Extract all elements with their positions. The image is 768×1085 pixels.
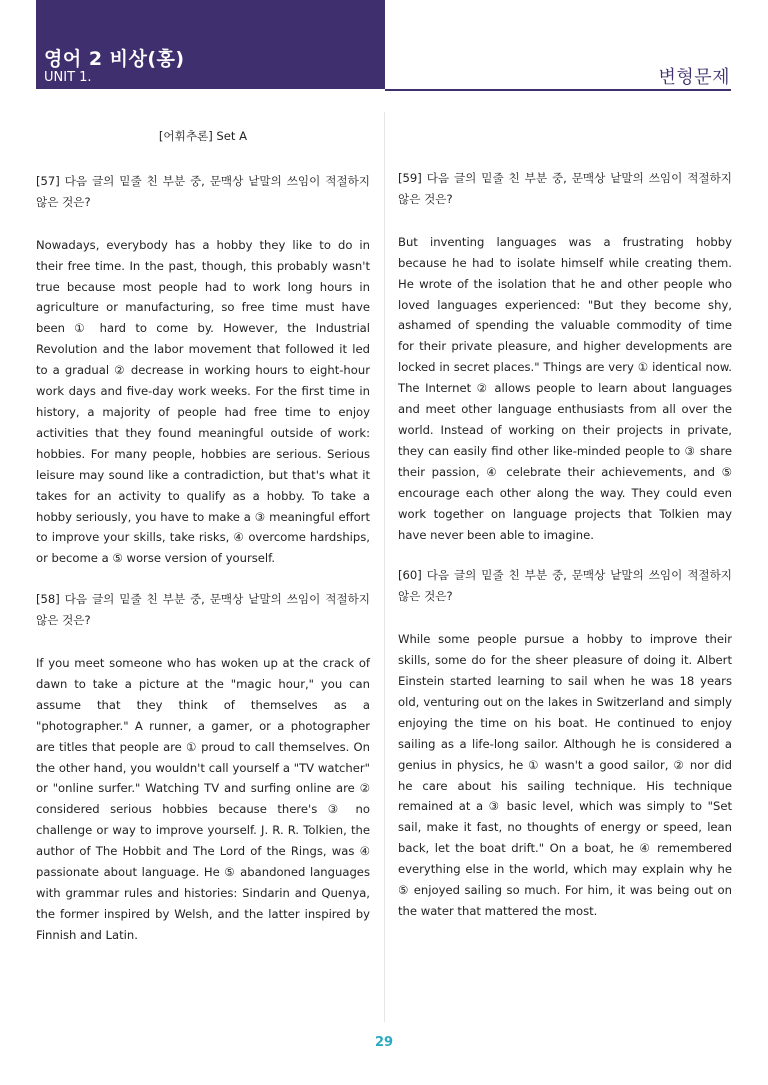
question-prompt-57: [57] 다음 글의 밑줄 친 부분 중, 문맥상 낱말의 쓰임이 적절하지 않은 것은? — [36, 173, 370, 209]
set-title: [어휘추론] Set A — [158, 129, 248, 143]
left-column — [36, 126, 370, 966]
column-divider — [384, 112, 385, 1022]
question-passage-57: Nowadays, everybody has a hobby they like to do in their free time. In the past, though, this probably wasn't true because most people had to work long hours in agriculture or manufacturing, so free time must have been ① hard to come by. However, the Industrial Revolution and the labor movement that followed it led to a gradual ② decrease in working hours to eight-hour work days and five-day work weeks. For the first time in history, a majority of people had free time to enjoy activities that they found meaningful outside of work: hobbies. For many people, hobbies are serious. Serious leisure may sound like a contradiction, but that's what it takes for an activity to qualify as a hobby. To take a hobby seriously, you have to make a ③ meaningful effort to improve your skills, take risks, ④ overcome hardships, or become a ⑤ worse version of yourself. — [36, 237, 370, 566]
question-passage-59: But inventing languages was a frustrating hobby because he had to isolate himself while creating them. He wrote of the isolation that he and other people who loved languages experienced: "But they become shy, ashamed of spending the valuable commodity of time for their private pleasure, and higher developments are locked in secret places." Things are very ① identical now. The Internet ② allows people to learn about languages and meet other language enthusiasts from all over the world. Instead of working on their projects in private, they can easily find other like-minded people to ③ share their passion, ④ celebrate their achievements, and ⑤ encourage each other along the way. They could even work together on language projects that Tolkien may have never been able to imagine. — [398, 234, 732, 542]
page-number: 29 — [374, 1035, 394, 1050]
section-label: 변형문제 — [658, 67, 730, 88]
question-prompt-59: [59] 다음 글의 밑줄 친 부분 중, 문맥상 낱말의 쓰임이 적절하지 않은 것은? — [398, 171, 732, 206]
question-passage-60: While some people pursue a hobby to improve their skills, some do for the sheer pleasure of doing it. Albert Einstein started learning to sail when he was 18 years old, venturing out on the lakes in Switzerland and simply enjoying the time on his boat. He continued to enjoy sailing as a life-long sailor. Although he is considered a genius in physics, he ① wasn't a good sailor, ② nor did he care about his sailing technique. His technique remained at a ③ basic level, which was simply to "Set sail, make it fast, no thoughts of energy or speed, lean back, let the boat drift." On a boat, he ④ remembered everything else in the world, which may explain why he ⑤ enjoyed sailing so much. For him, it was being out on the water that mattered the most. — [398, 632, 732, 918]
unit-label: UNIT 1. — [44, 70, 92, 85]
question-passage-58: If you meet someone who has woken up at the crack of dawn to take a picture at the "magic hour," you can assume that they think of themselves as a "photographer." A runner, a gamer, or a photographer are titles that people are ① proud to call themselves. On the other hand, you wouldn't call yourself a "TV watcher" or "online surfer." Watching TV and surfing online are ② considered serious hobbies because there's ③ no challenge or way to improve yourself. J. R. R. Tolkien, the author of The Hobbit and The Lord of the Rings, was ④ passionate about language. He ⑤ abandoned languages with grammar rules and histories: Sindarin and Quenya, the former inspired by Welsh, and the latter inspired by Finnish and Latin. — [36, 656, 370, 942]
book-title: 영어 2 비상(홍) — [44, 48, 185, 70]
question-prompt-60: [60] 다음 글의 밑줄 친 부분 중, 문맥상 낱말의 쓰임이 적절하지 않은 것은? — [398, 568, 732, 604]
right-column — [398, 126, 732, 942]
header-rule — [385, 89, 731, 91]
question-prompt-58: [58] 다음 글의 밑줄 친 부분 중, 문맥상 낱말의 쓰임이 적절하지 않은 것은? — [36, 592, 370, 628]
